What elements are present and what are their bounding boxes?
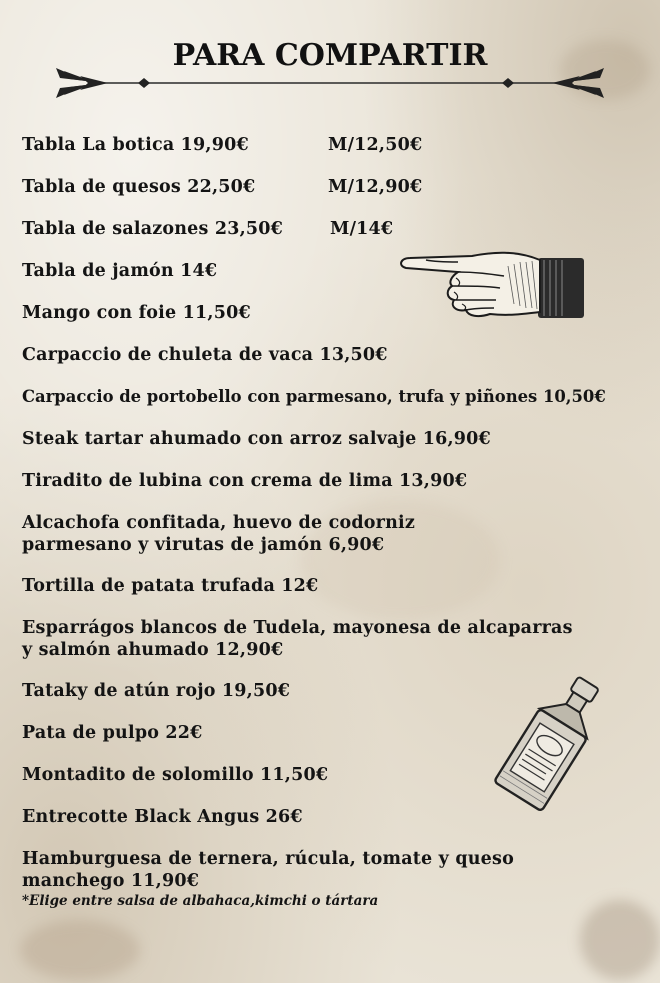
- paper-stain: [20, 920, 140, 980]
- menu-item-text: Tortilla de patata trufada 12€: [22, 576, 319, 596]
- menu-item-text: Tiradito de lubina con crema de lima 13,90€: [22, 471, 468, 491]
- bottle-icon: [494, 676, 639, 816]
- menu-item-half-price: M/12,90€: [328, 177, 423, 197]
- menu-item: [22, 722, 203, 744]
- menu-item: [22, 764, 328, 786]
- menu-item: [22, 344, 388, 366]
- pointing-hand-icon: [396, 246, 586, 324]
- menu-item: [22, 470, 467, 492]
- menu-item-text: Montadito de solomillo 11,50€: [22, 765, 329, 785]
- menu-item-line: Esparrágos blancos de Tudela, mayonesa de alcaparras: [22, 618, 573, 638]
- menu-item: [22, 512, 415, 556]
- menu-item: [22, 848, 514, 892]
- menu-item: [22, 617, 573, 661]
- menu-item-text: Tabla La botica 19,90€: [22, 135, 249, 155]
- menu-item: [22, 680, 290, 702]
- menu-item-line: Hamburguesa de ternera, rúcula, tomate y queso: [22, 849, 514, 869]
- menu-item-text: Mango con foie 11,50€: [22, 303, 251, 323]
- paper-stain: [580, 900, 660, 980]
- menu-item: [22, 386, 606, 408]
- menu-item-half-price: M/14€: [330, 219, 394, 239]
- menu-item-line: Alcachofa confitada, huevo de codorniz: [22, 513, 415, 533]
- menu-item-text: Pata de pulpo 22€: [22, 723, 203, 743]
- menu-item-text: Tabla de quesos 22,50€: [22, 177, 256, 197]
- arrow-divider-icon: [50, 60, 610, 106]
- menu-item-text: Carpaccio de chuleta de vaca 13,50€: [22, 345, 388, 365]
- menu-item-text: Entrecotte Black Angus 26€: [22, 807, 303, 827]
- menu-item: [22, 218, 394, 240]
- menu-item-text: Tabla de salazones 23,50€: [22, 219, 284, 239]
- page-title: PARA COMPARTIR: [172, 38, 488, 73]
- menu-item: [22, 134, 423, 156]
- menu-item-text: Tabla de jamón 14€: [22, 261, 218, 281]
- menu-item: [22, 176, 423, 198]
- menu-item: [22, 302, 251, 324]
- menu-item-half-price: M/12,50€: [328, 135, 423, 155]
- menu-item: [22, 806, 303, 828]
- menu-item-text: Tataky de atún rojo 19,50€: [22, 681, 291, 701]
- menu-item-line: parmesano y virutas de jamón 6,90€: [22, 535, 385, 555]
- sauce-note: *Elige entre salsa de albahaca,kimchi o tártara: [22, 893, 379, 909]
- menu-item-line: manchego 11,90€: [22, 871, 200, 891]
- menu-item: [22, 575, 318, 597]
- menu-item-line: y salmón ahumado 12,90€: [22, 640, 284, 660]
- menu-item: [22, 428, 491, 450]
- menu-item-text: Carpaccio de portobello con parmesano, trufa y piñones 10,50€: [22, 387, 606, 406]
- menu-item: [22, 260, 217, 282]
- menu-item-text: Steak tartar ahumado con arroz salvaje 16,90€: [22, 429, 491, 449]
